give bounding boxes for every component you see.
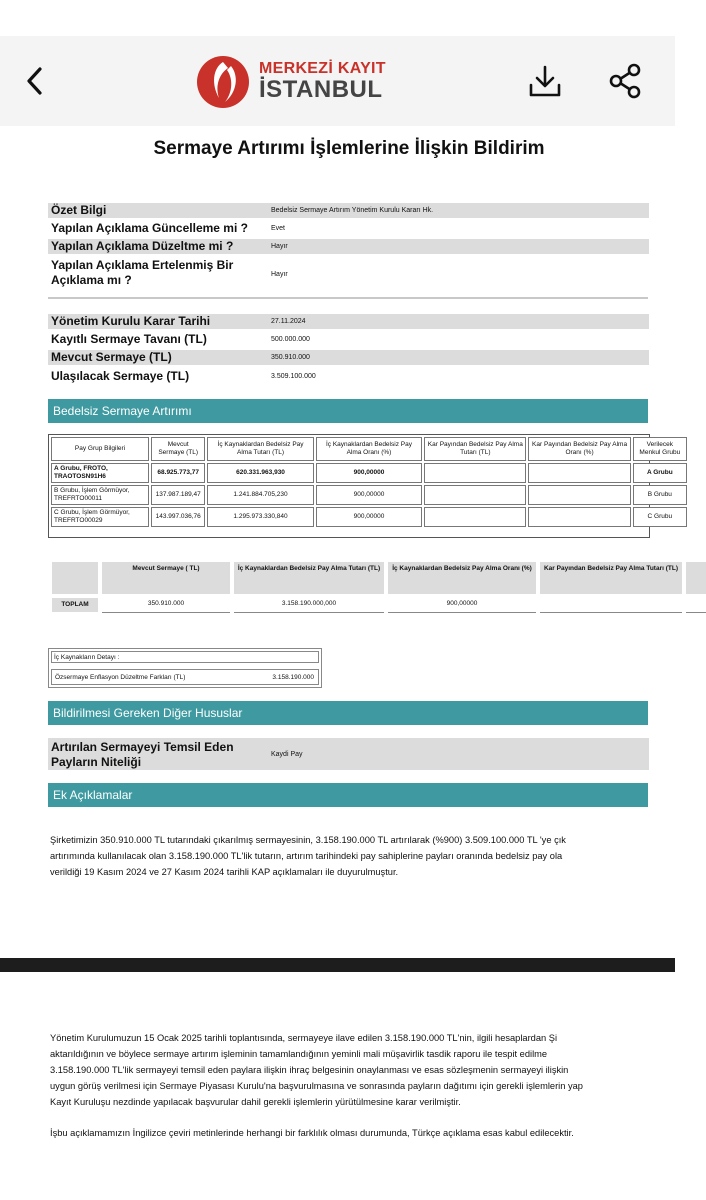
text-line: artırımında kullanılacak olan 3.158.190.000 TL'lik tutarın, artırım tarihindeki pay sahiplerine payları oranında bedelsiz pay ola bbox=[50, 851, 563, 861]
corner-cell bbox=[52, 562, 98, 594]
other-row bbox=[48, 738, 648, 770]
sources-item bbox=[51, 669, 319, 685]
col-header: Verilecek Menkul Grubu bbox=[633, 437, 687, 461]
text-line: Şirketimizin 350.910.000 TL tutarındaki çıkarılmış sermayesinin, 3.158.190.000 TL artırılarak (%900) 3.509.100.000 TL 'ye çık bbox=[50, 835, 566, 845]
table-cell: 620.331.963,930 bbox=[207, 463, 313, 483]
col-header: Kar Payından Bedelsiz Pay Alma Oranı (%) bbox=[528, 437, 630, 461]
table-cell: 137.987.189,47 bbox=[151, 485, 205, 505]
page-title: Sermaye Artırımı İşlemlerine İlişkin Bildirim bbox=[153, 138, 545, 159]
row-value: Hayır bbox=[271, 270, 288, 278]
row-value: 3.509.100.000 bbox=[271, 373, 316, 380]
section-other-matters: Bildirilmesi Gereken Diğer Hususlar bbox=[48, 701, 648, 725]
notes-paragraph-1 bbox=[50, 832, 650, 880]
col-header: İç Kaynaklardan Bedelsiz Pay Alma Oranı (%) bbox=[388, 562, 536, 594]
table-cell: A Grubu bbox=[633, 463, 687, 483]
col-header: İç Kaynaklardan Bedelsiz Pay Alma Tutarı (TL) bbox=[207, 437, 313, 461]
total-value bbox=[540, 597, 682, 613]
logo-line1: MERKEZİ KAYIT bbox=[259, 60, 386, 77]
row-label: Kayıtlı Sermaye Tavanı (TL) bbox=[51, 332, 207, 346]
summary-row bbox=[48, 239, 648, 254]
board-row bbox=[48, 350, 648, 365]
table-cell: A Grubu, FROTO, TRAOTOSN91H6 bbox=[51, 463, 149, 483]
row-label: Yönetim Kurulu Karar Tarihi bbox=[48, 314, 269, 329]
table-cell: 68.925.773,77 bbox=[151, 463, 205, 483]
row-value: Hayır bbox=[268, 239, 649, 254]
col-header: İç Kaynaklardan Bedelsiz Pay Alma Oranı (%) bbox=[316, 437, 422, 461]
table-cell: 1.241.884.705,230 bbox=[207, 485, 313, 505]
row-value: 500.000.000 bbox=[271, 336, 310, 343]
text-line: 3.158.190.000 TL'lik sermayeyi temsil eden paylara ilişkin ihraç belgesinin onaylanması ve esas sözleşmenin sermayeyi ilişkin bbox=[50, 1065, 569, 1075]
row-label: Ulaşılacak Sermaye (TL) bbox=[51, 369, 190, 383]
logo-line2: İSTANBUL bbox=[259, 76, 383, 103]
col-header-cut bbox=[686, 562, 706, 594]
download-button[interactable] bbox=[528, 64, 562, 98]
table-cell: 143.997.036,76 bbox=[151, 507, 205, 527]
table-cell bbox=[528, 507, 630, 527]
row-label: Mevcut Sermaye (TL) bbox=[48, 350, 269, 365]
sources-title: İç Kaynakların Detayı : bbox=[51, 651, 319, 663]
total-value-cut bbox=[686, 597, 706, 613]
row-label: Yapılan Açıklama Ertelenmiş Bir Açıklama mı ? bbox=[51, 258, 234, 287]
top-bar bbox=[0, 36, 675, 126]
sources-item-value: 3.158.190.000 bbox=[272, 674, 314, 681]
divider bbox=[48, 297, 648, 299]
page-separator bbox=[0, 958, 675, 972]
row-label: Artırılan Sermayeyi Temsil Eden Payların Niteliği bbox=[48, 740, 269, 770]
col-header: Kar Payından Bedelsiz Pay Alma Tutarı (TL) bbox=[540, 562, 682, 594]
notes-paragraph-3: İşbu açıklamamızın İngilizce çeviri metinlerinde herhangi bir farklılık olması durumunda, Türkçe açıklama esas kabul edilecektir. bbox=[50, 1128, 574, 1138]
table-cell: C Grubu bbox=[633, 507, 687, 527]
summary-row bbox=[48, 203, 648, 218]
table-cell bbox=[424, 507, 526, 527]
group-table bbox=[48, 434, 681, 538]
total-value: 3.158.190.000,000 bbox=[234, 597, 384, 613]
row-value: Bedelsiz Sermaye Artırım Yönetim Kurulu Kararı Hk. bbox=[268, 203, 649, 218]
col-header: Mevcut Sermaye ( TL) bbox=[102, 562, 230, 594]
table-cell: 900,00000 bbox=[316, 463, 422, 483]
sources-item-label: Özsermaye Enflasyon Düzeltme Farkları (TL) bbox=[55, 674, 186, 681]
col-header: Kar Payından Bedelsiz Pay Alma Tutarı (TL) bbox=[424, 437, 526, 461]
table-cell: C Grubu, İşlem Görmüyor, TREFRTO00029 bbox=[51, 507, 149, 527]
text-line: uygun görüş verilmesi için Sermaye Piyasası Kurulu'na başvurulmasına ve sonrasında payların dağıtımı için gerekli işlemlerin yap bbox=[50, 1081, 583, 1091]
back-button[interactable] bbox=[22, 64, 52, 98]
board-row bbox=[48, 332, 648, 347]
table-cell: B Grubu, İşlem Görmüyor, TREFRTO00011 bbox=[51, 485, 149, 505]
row-label: Yapılan Açıklama Düzeltme mi ? bbox=[48, 239, 269, 254]
row-value: 27.11.2024 bbox=[268, 314, 649, 329]
table-cell bbox=[528, 463, 630, 483]
total-value: 350.910.000 bbox=[102, 597, 230, 613]
table-cell: 1.295.973.330,840 bbox=[207, 507, 313, 527]
section-notes: Ek Açıklamalar bbox=[48, 783, 648, 807]
table-cell bbox=[424, 463, 526, 483]
back-arrow-icon bbox=[22, 64, 52, 98]
table-cell: 900,00000 bbox=[316, 485, 422, 505]
board-row bbox=[48, 314, 648, 329]
row-value: Evet bbox=[271, 225, 286, 232]
total-label: TOPLAM bbox=[52, 598, 98, 612]
col-header: İç Kaynaklardan Bedelsiz Pay Alma Tutarı (TL) bbox=[234, 562, 384, 594]
table-cell: 900,00000 bbox=[316, 507, 422, 527]
text-line: Yönetim Kurulumuzun 15 Ocak 2025 tarihli toplantısında, sermayeye ilave edilen 3.158.190.000 TL'nin, ilgili hesaplardan Şi bbox=[50, 1033, 558, 1043]
share-icon bbox=[607, 62, 643, 100]
col-header: Pay Grup Bilgileri bbox=[51, 437, 149, 461]
total-table bbox=[50, 560, 678, 616]
section-bonus-capital: Bedelsiz Sermaye Artırımı bbox=[48, 399, 648, 423]
row-value: 350.910.000 bbox=[268, 350, 649, 365]
summary-row bbox=[48, 221, 648, 236]
col-header: Mevcut Sermaye (TL) bbox=[151, 437, 205, 461]
summary-row bbox=[48, 258, 648, 290]
table-cell: B Grubu bbox=[633, 485, 687, 505]
mkk-logo-icon bbox=[195, 54, 251, 110]
text-line: verildiği 19 Kasım 2024 ve 27 Kasım 2024 tarihli KAP açıklamaları ile duyurulmuştur. bbox=[50, 867, 399, 877]
mkk-logo bbox=[195, 54, 385, 110]
text-line: aktarıldığının ve böylece sermaye artırım işleminin tamamlandığının yeminli mali müşavirlik tasdik raporu ile tespit edilme bbox=[50, 1049, 548, 1059]
table-cell bbox=[424, 485, 526, 505]
notes-paragraph-2 bbox=[50, 1030, 650, 1110]
sources-box bbox=[48, 648, 322, 688]
download-icon bbox=[528, 64, 562, 98]
row-label: Özet Bilgi bbox=[48, 203, 269, 218]
board-row bbox=[48, 369, 648, 384]
text-line: Kayıt Kuruluşu nezdinde yapılacak başvurular dahil gerekli işlemlerin yürütülmesine karar verilmiştir. bbox=[50, 1097, 461, 1107]
share-button[interactable] bbox=[607, 62, 643, 100]
total-value: 900,00000 bbox=[388, 597, 536, 613]
table-cell bbox=[528, 485, 630, 505]
row-value: Kaydi Pay bbox=[268, 738, 649, 770]
row-label: Yapılan Açıklama Güncelleme mi ? bbox=[51, 221, 248, 235]
